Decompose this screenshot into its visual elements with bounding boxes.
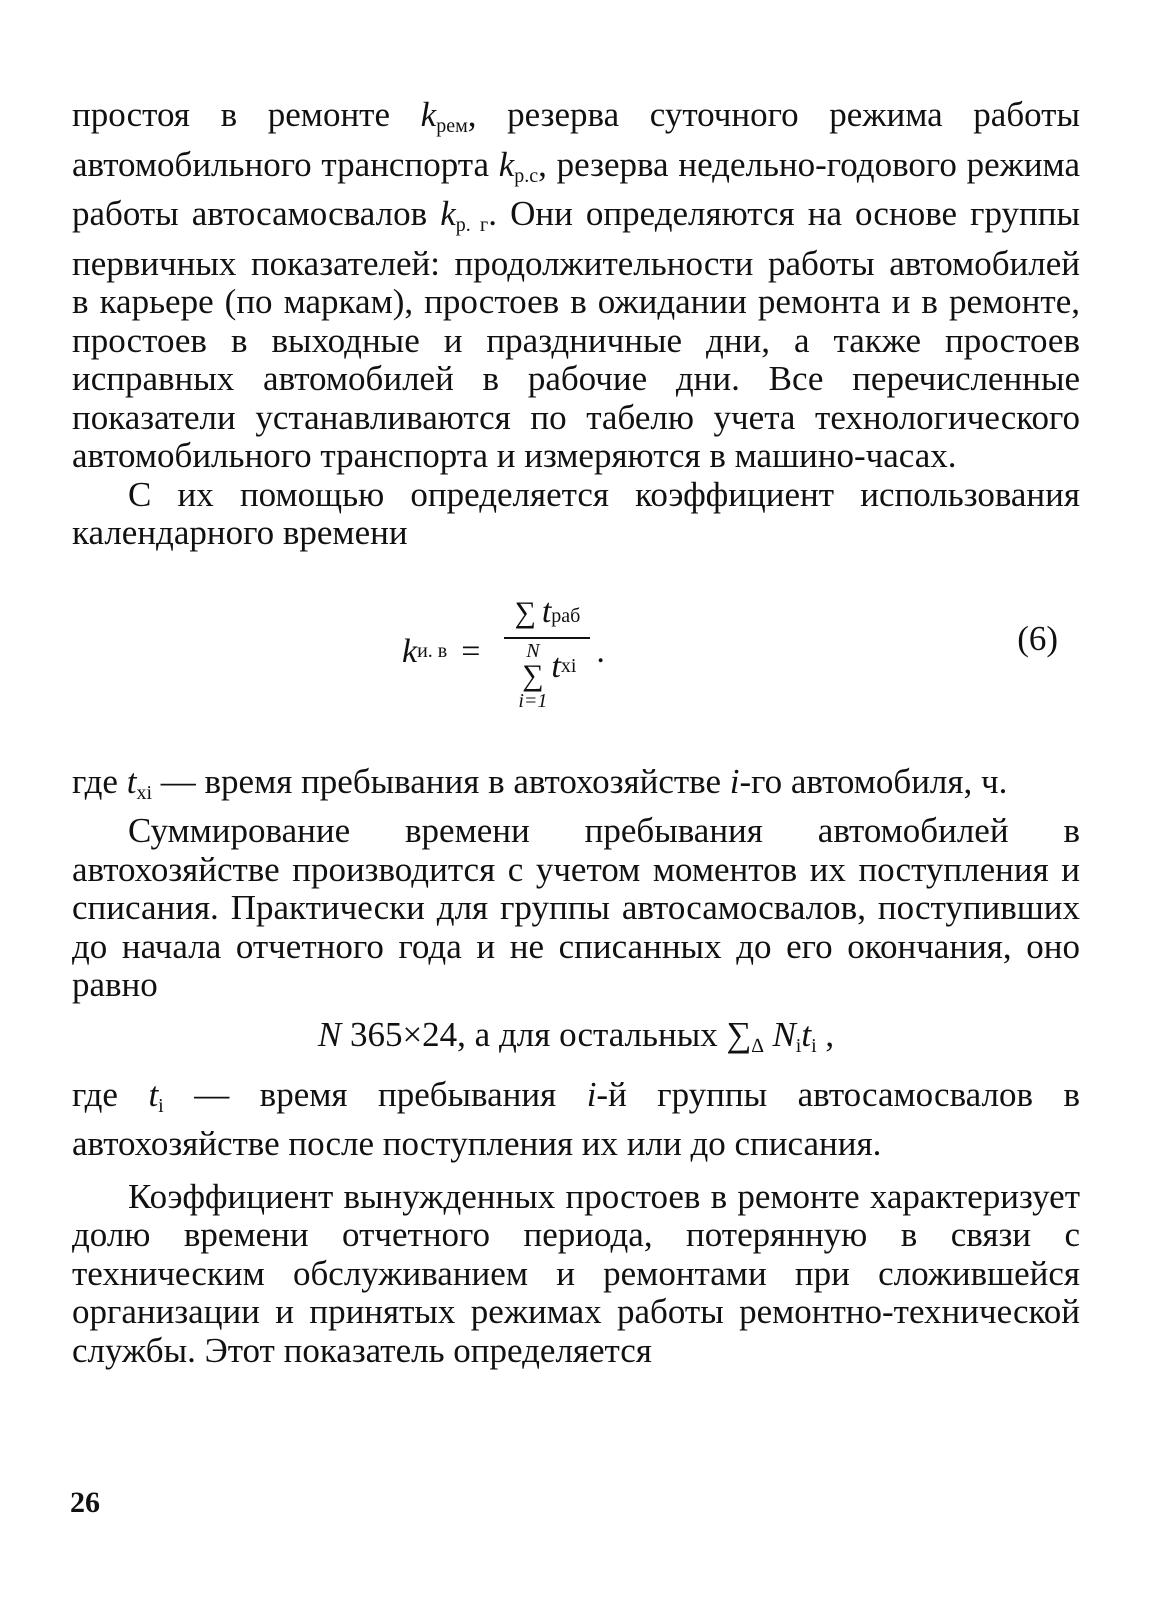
subscript: р.с bbox=[514, 164, 539, 187]
subscript: раб bbox=[551, 604, 581, 627]
i-symbol: i bbox=[729, 761, 740, 801]
t-symbol: t bbox=[801, 1014, 812, 1054]
text: , резерва суточного режима работы автомобильного транспорта bbox=[72, 95, 1080, 184]
subscript: i bbox=[811, 1034, 817, 1057]
text: — время пребывания в автохозяйстве bbox=[152, 761, 730, 801]
formula-6 bbox=[72, 583, 1080, 763]
formula-k-subscript: и. в bbox=[417, 640, 448, 662]
equation-number: (6) bbox=[1017, 618, 1058, 658]
text: , bbox=[816, 1014, 835, 1054]
text: , резерва недельно-годового режима работы автосамосвалов bbox=[72, 144, 1080, 233]
subscript: i bbox=[158, 1094, 164, 1117]
t-symbol: t bbox=[126, 761, 137, 801]
paragraph-6: Коэффициент вынужденных простоев в ремонте характеризует долю времени отчетного периода, потерянную в связи с техническим обслуживанием и ремонтами при сложившейся организации и принятых режимах работы ремонтно-технической службы. Этот показатель определяется bbox=[72, 1176, 1080, 1370]
formula-k: k bbox=[402, 632, 418, 670]
t-symbol: t bbox=[551, 647, 561, 685]
t-symbol: t bbox=[541, 592, 552, 630]
sum-sign: ∑ bbox=[726, 1014, 752, 1054]
text: 365×24, а для остальных bbox=[341, 1014, 727, 1054]
text: простоя в ремонте bbox=[72, 95, 421, 134]
k-symbol: k bbox=[420, 95, 437, 134]
subscript: рем bbox=[436, 115, 468, 137]
text: -го автомобиля, ч. bbox=[739, 761, 1008, 801]
sum-sign: ∑ bbox=[514, 595, 536, 629]
paragraph-5 bbox=[72, 1076, 1080, 1164]
paragraph-1 bbox=[72, 96, 1080, 476]
formula-body bbox=[402, 593, 605, 711]
lower-limit: i=1 bbox=[518, 689, 548, 712]
subscript: xi bbox=[560, 655, 577, 677]
text: где bbox=[72, 761, 127, 801]
subscript: ∆ bbox=[751, 1034, 764, 1057]
subscript: xi bbox=[136, 781, 153, 804]
paragraph-2: С их помощью определяется коэффициент использования календарного времени bbox=[72, 474, 1080, 552]
page-number: 26 bbox=[70, 1486, 100, 1519]
numerator bbox=[504, 593, 590, 639]
n-symbol: N bbox=[317, 1014, 342, 1054]
paragraph-4: Суммирование времени пребывания автомобилей в автохозяйстве производится с учетом моментов их поступления и списания. Практически для группы автосамосвалов, поступивших до начала отчетного года и не списанных до его окончания, оно равно bbox=[72, 811, 1080, 1004]
period: . bbox=[596, 632, 605, 670]
upper-limit: N bbox=[526, 639, 540, 662]
expression-line bbox=[72, 1015, 1080, 1066]
t-symbol: t bbox=[148, 1074, 159, 1114]
n-symbol: N bbox=[772, 1014, 796, 1054]
k-symbol: k bbox=[498, 144, 515, 184]
text: . Они определяются на основе группы первичных показателей: продолжительности работы автомобилей в карьере (по маркам), простоев в ожидании ремонта и в ремонте, простоев в выходные и праздничные дни, а также простоев исправных автомобилей в рабочие дни. Все перечисленные показатели устанавливаются по табелю учета технологического автомобильного транспорта и измеряются в машино-часах. bbox=[72, 194, 1080, 475]
subscript: р. г bbox=[455, 214, 489, 236]
fraction bbox=[504, 593, 590, 711]
denominator bbox=[518, 639, 576, 711]
paragraph-3 bbox=[72, 763, 1080, 813]
sum-sign: ∑ bbox=[522, 658, 544, 692]
text: — время пребывания bbox=[163, 1074, 587, 1114]
k-symbol: k bbox=[440, 194, 456, 233]
text: где bbox=[72, 1074, 149, 1114]
equals-sign: = bbox=[461, 632, 481, 670]
i-symbol: i bbox=[586, 1074, 597, 1114]
sum-with-limits bbox=[518, 641, 547, 711]
subscript: i bbox=[795, 1034, 802, 1057]
text: -й группы автосамосвалов в автохозяйстве после поступления их или до списания. bbox=[72, 1074, 1080, 1163]
